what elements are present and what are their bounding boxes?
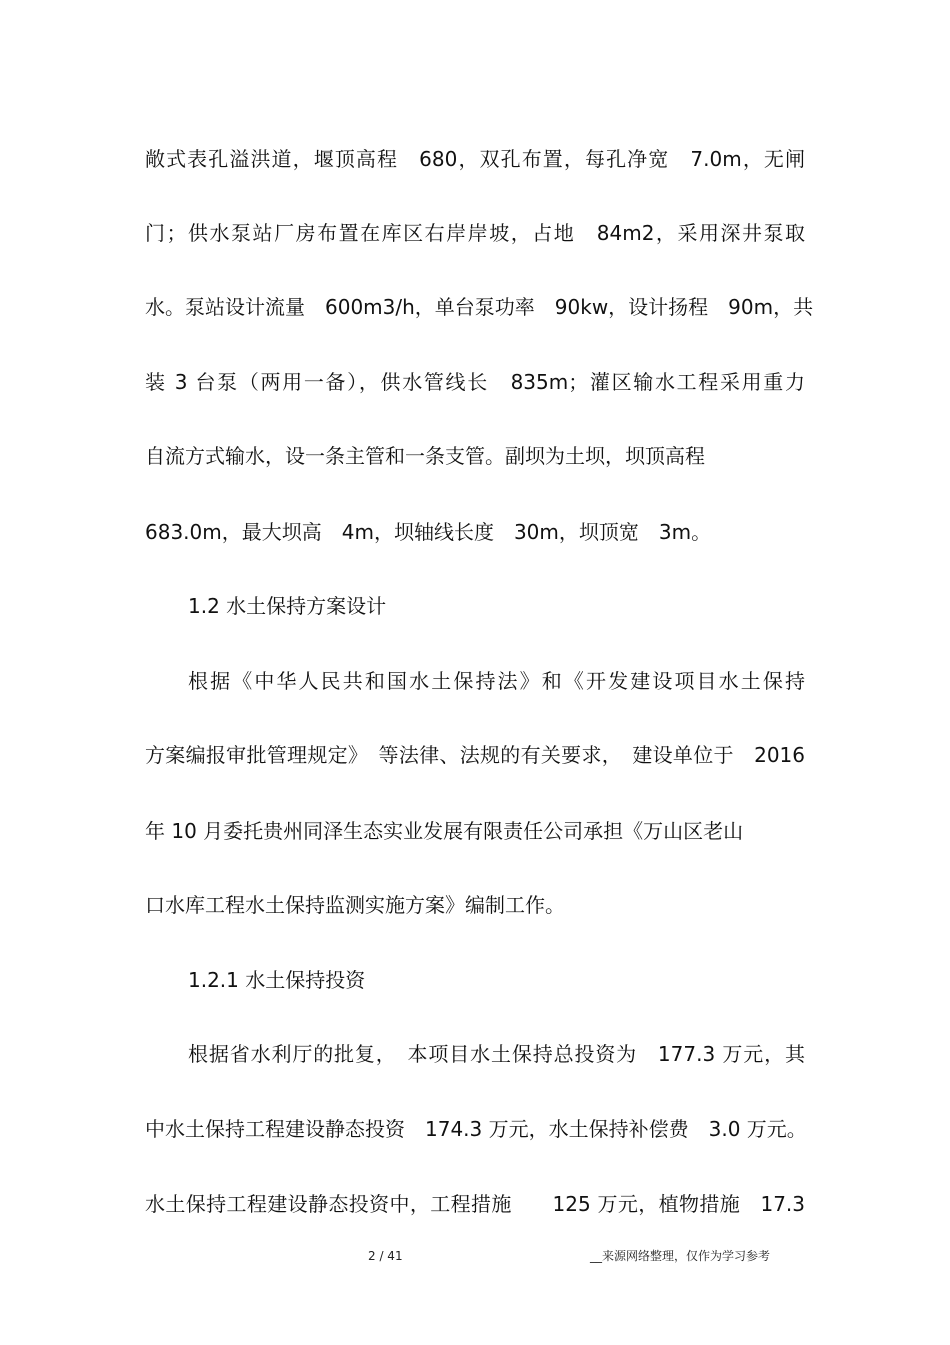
section-heading-1-2-1: 1.2.1 水土保持投资 bbox=[188, 968, 366, 992]
text-line-2: 门；供水泵站厂房布置在库区右岸岸坡，占地 84m2，采用深井泵取 bbox=[145, 221, 805, 245]
text-line-6: 683.0m，最大坝高 4m，坝轴线长度 30m，坝顶宽 3m。 bbox=[145, 520, 712, 544]
page-number: 2 / 41 bbox=[368, 1249, 403, 1263]
text-line-5: 自流方式输水，设一条主管和一条支管。副坝为土坝，坝顶高程 bbox=[145, 444, 705, 468]
text-line-11: 口水库工程水土保持监测实施方案》编制工作。 bbox=[145, 893, 565, 917]
text-line-8: 根据《中华人民共和国水土保持法》和《开发建设项目水土保持 bbox=[188, 669, 805, 693]
text-line-3: 水。泵站设计流量 600m3/h，单台泵功率 90kw，设计扬程 90m，共 bbox=[145, 295, 814, 319]
text-line-1: 敞式表孔溢洪道，堰顶高程 680，双孔布置，每孔净宽 7.0m，无闸 bbox=[145, 147, 805, 171]
text-line-4: 装 3 台泵（两用一备），供水管线长 835m；灌区输水工程采用重力 bbox=[145, 370, 805, 394]
text-line-14: 中水土保持工程建设静态投资 174.3 万元，水土保持补偿费 3.0 万元。 bbox=[145, 1117, 807, 1141]
section-heading-1-2: 1.2 水土保持方案设计 bbox=[188, 594, 387, 618]
text-line-13: 根据省水利厅的批复， 本项目水土保持总投资为 177.3 万元，其 bbox=[188, 1042, 805, 1066]
text-line-15: 水土保持工程建设静态投资中，工程措施 125 万元，植物措施 17.3 bbox=[145, 1192, 805, 1216]
text-line-10: 年 10 月委托贵州同泽生态实业发展有限责任公司承担《万山区老山 bbox=[145, 819, 744, 843]
footer-note: __来源网络整理，仅作为学习参考 bbox=[590, 1249, 771, 1263]
text-line-9: 方案编报审批管理规定》 等法律、法规的有关要求， 建设单位于 2016 bbox=[145, 743, 805, 767]
